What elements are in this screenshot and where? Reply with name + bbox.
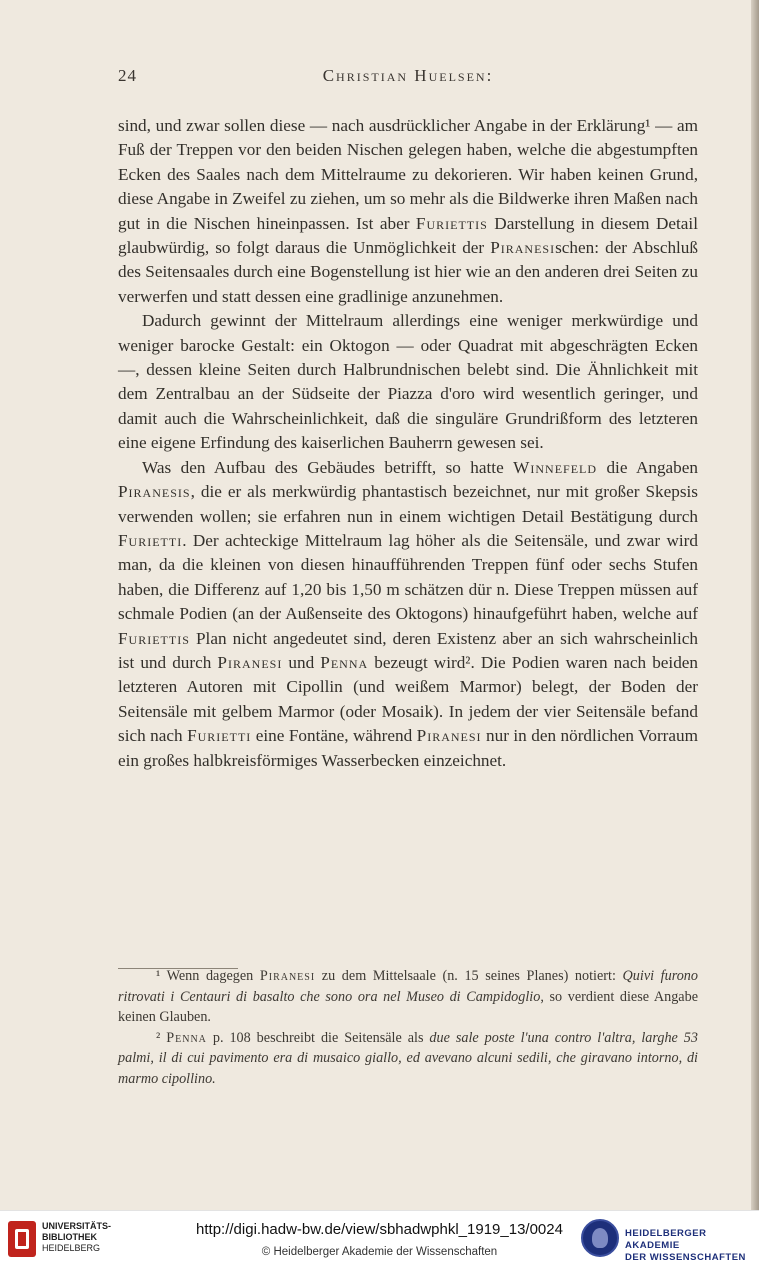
body-text — [118, 114, 698, 773]
library-line: HEIDELBERG — [42, 1243, 101, 1253]
running-title: Christian Huelsen: — [322, 66, 494, 85]
author-name: Penna — [320, 652, 369, 672]
author-name: Furietti — [118, 530, 183, 550]
text-run: die Angaben — [597, 457, 698, 477]
text-run: . Der achteckige Mittelraum lag höher als die Seitensäle, und zwar wird man, da die kleinen von diesen hinaufführenden Treppen fünf oder sechs Stufen haben, die Differenz auf 1,20 bis 1,50 m schätzen dür n. Diese Treppen müssen auf schmale Podien (an der Außenseite des Oktogons) hinaufgeführt haben, welche auf — [118, 530, 698, 624]
italic-quote: due sale poste l'una contro l'altra, larghe 53 palmi, il di cui pavimento era di musaico giallo, ed avevano alcuni sedili, che giravano intorno, di marmo cipollino. — [118, 1029, 698, 1087]
author-name: Piranesi — [416, 726, 482, 746]
paragraph-2 — [118, 309, 698, 455]
text-run: sind, und zwar sollen diese — nach ausdrücklicher Angabe in der Erklärung¹ — am Fuß der Treppen vor den beiden Nischen gelegen haben, welche die abgestumpften Ecken des Saales nach dem Mittelraume zu dekorieren. Wir haben keinen Grund, diese Angabe in Zweifel zu ziehen, um so mehr als die Bildwerke ihren Maßen nach gut in die Nischen hineinpassen. Ist aber — [118, 116, 698, 233]
text-run: p. 108 beschreibt die Seitensäle als — [206, 1029, 430, 1046]
italic-quote: Quivi furono ritrovati i Centauri di basalto che sono ora nel Museo di Campidoglio — [118, 968, 698, 1005]
library-line: BIBLIOTHEK — [42, 1232, 97, 1242]
text-run: Dadurch gewinnt der Mittelraum allerdings eine weniger merkwürdige und weniger barocke Gestalt: ein Oktogon — oder Quadrat mit abgeschrägten Ecken —, dessen kleine Seiten durch Halbrundnischen belebt sind. Die Ähnlichkeit mit dem Zentralbau an der Südseite der Piazza d'oro wird wesentlich geringer, und damit auch die Wahrscheinlichkeit, daß die singuläre Grundrißform des letzteren eine eigene Erfindung des kaiserlichen Bauherrn gewesen sei. — [118, 311, 698, 453]
author-name: Winnefeld — [513, 457, 598, 477]
footnotes — [118, 966, 698, 1090]
viewer-footer — [0, 1210, 759, 1267]
permalink-url[interactable]: http://digi.hadw-bw.de/view/sbhadwphkl_1919_13/0024 — [196, 1221, 563, 1238]
academy-name — [625, 1228, 751, 1264]
author-name: Piranesi — [217, 652, 283, 672]
academy-line: DER WISSENSCHAFTEN — [625, 1252, 746, 1263]
author-name: Piranesis — [118, 482, 191, 502]
author-name: Furiettis — [415, 213, 488, 233]
paragraph-1 — [118, 114, 698, 309]
text-run: , so verdient diese Angabe keinen Glauben. — [118, 988, 698, 1026]
footnote-1 — [118, 966, 698, 1028]
author-name: Furiettis — [118, 628, 190, 648]
page-header — [118, 66, 698, 96]
text-run: bezeugt wird². Die Podien waren nach beiden letzteren Autoren mit Cipollin (und weißem Marmor) belegt, der Boden der Seitensäle mit gelbem Marmor (oder Mosaik). In jedem der vier Seitensäle befand sich nach — [118, 652, 699, 746]
page-number: 24 — [118, 66, 137, 85]
text-run: und — [282, 652, 321, 672]
text-run: Plan nicht angedeutet sind, deren Existenz aber an sich wahrscheinlich ist und durch — [118, 628, 698, 672]
academy-line: HEIDELBERGER AKADEMIE — [625, 1228, 707, 1251]
text-run: eine Fontäne, während — [251, 726, 417, 746]
text-run: Darstellung in diesem Detail glaubwürdig, so folgt daraus die Unmöglichkeit der — [118, 213, 698, 258]
paragraph-3 — [118, 456, 698, 773]
copyright-notice: © Heidelberger Akademie der Wissenschaften — [261, 1246, 498, 1258]
text-run: zu dem Mittelsaale (n. 15 seines Planes) notiert: — [315, 968, 623, 984]
text-run: schen: der Abschluß des Seitensaales durch eine Bogenstellung ist hier wie an den anderen drei Seiten zu verwerfen und statt dessen eine gradlinige anzunehmen. — [118, 238, 698, 306]
author-name: Piranesi — [490, 238, 556, 258]
text-run: , die er als merkwürdig phantastisch bezeichnet, nur mit großer Skepsis verwenden wollen; sie erfahren nun in einem wichtigen Detail Bestätigung durch — [118, 482, 698, 526]
academy-logo[interactable] — [581, 1219, 751, 1261]
text-run: nur in den nördlichen Vorraum ein großes halbkreisförmiges Wasserbecken einzeichnet. — [118, 726, 698, 770]
text-run: ¹ Wenn dagegen — [156, 968, 260, 984]
author-name: Piranesi — [259, 968, 316, 984]
author-name: Penna — [166, 1029, 207, 1046]
book-spine-shadow — [751, 0, 759, 1210]
library-line: UNIVERSITÄTS- — [42, 1221, 112, 1231]
text-run: Was den Aufbau des Gebäudes betrifft, so hatte — [142, 457, 514, 477]
footnote-2 — [118, 1028, 698, 1090]
academy-seal-icon — [581, 1219, 619, 1257]
author-name: Furietti — [187, 726, 252, 746]
text-run: ² — [156, 1029, 167, 1046]
